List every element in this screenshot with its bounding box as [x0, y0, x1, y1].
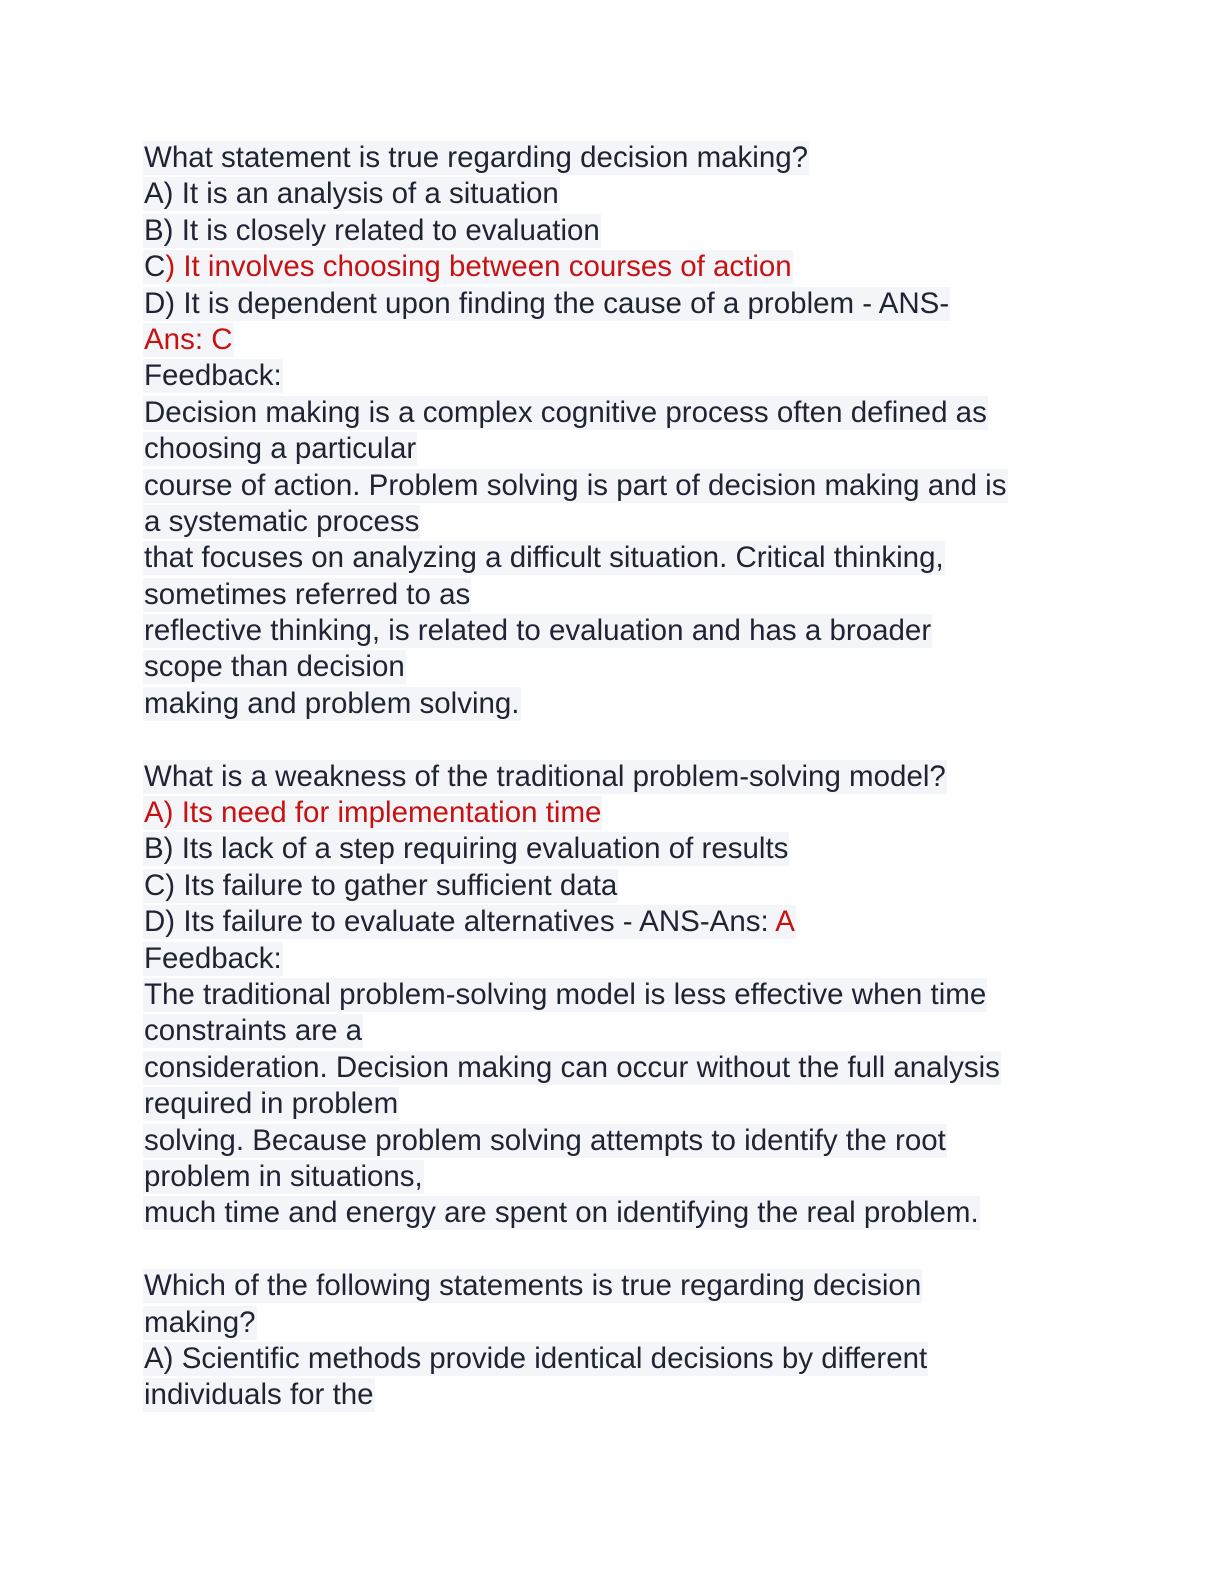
q1-feedback-text: making and problem solving. — [144, 686, 520, 720]
q1-option-a: A) It is an analysis of a situation — [144, 177, 559, 211]
q1-option-c-correct: ) It involves choosing between courses of action — [165, 250, 792, 284]
q1-option-b: B) It is closely related to evaluation — [144, 213, 600, 247]
q3-question: Which of the following statements is true regarding decision — [144, 1269, 922, 1303]
q1-option-c-line — [143, 250, 1143, 286]
q2-option-a-line — [143, 796, 1143, 832]
q1-feedback-text: course of action. Problem solving is part of decision making and is — [144, 468, 1007, 502]
q1-option-b-line — [143, 214, 1143, 250]
q2-feedback-line — [143, 1087, 1143, 1123]
q1-feedback-text: a systematic process — [144, 504, 420, 538]
q1-feedback-line — [143, 614, 1143, 650]
q3-option-a-line — [143, 1378, 1143, 1414]
q1-feedback-text: sometimes referred to as — [144, 577, 471, 611]
q2-feedback-line — [143, 1196, 1143, 1232]
q2-feedback-line — [143, 1051, 1143, 1087]
q2-feedback-label: Feedback: — [144, 941, 282, 975]
q2-question-line — [143, 760, 1143, 796]
document-page — [143, 141, 1143, 1415]
q1-question-line — [143, 141, 1143, 177]
q2-option-d-line — [143, 905, 1143, 941]
q1-option-d-line — [143, 287, 1143, 323]
q2-feedback-text: solving. Because problem solving attempts to identify the root — [144, 1123, 946, 1157]
q1-feedback-line — [143, 687, 1143, 723]
q3-question-line — [143, 1269, 1143, 1305]
spacer — [143, 1233, 1143, 1269]
q2-option-d-text: D) Its failure to evaluate alternatives - ANS-Ans: — [144, 905, 776, 939]
q2-feedback-text: The traditional problem-solving model is less effective when time — [144, 977, 987, 1011]
q2-option-c-line — [143, 869, 1143, 905]
q3-option-a: individuals for the — [144, 1378, 374, 1412]
q1-option-c-prefix: C — [144, 250, 166, 284]
q3-option-a-line — [143, 1342, 1143, 1378]
q1-option-c — [143, 250, 793, 284]
q2-feedback-line — [143, 1124, 1143, 1160]
q1-feedback-line — [143, 650, 1143, 686]
q1-feedback-line — [143, 578, 1143, 614]
q1-feedback-line — [143, 469, 1143, 505]
q1-answer: Ans: C — [144, 322, 233, 356]
q2-option-c: C) Its failure to gather sufficient data — [144, 868, 618, 902]
q1-feedback-label: Feedback: — [144, 359, 282, 393]
q3-option-a: A) Scientific methods provide identical decisions by different — [144, 1341, 928, 1375]
q2-option-b-line — [143, 832, 1143, 868]
q1-option-a-line — [143, 177, 1143, 213]
q1-feedback-line — [143, 505, 1143, 541]
q2-feedback-text: constraints are a — [144, 1014, 363, 1048]
q1-feedback-line — [143, 432, 1143, 468]
spacer — [143, 723, 1143, 759]
q2-option-b: B) Its lack of a step requiring evaluation of results — [144, 832, 789, 866]
q1-feedback-label-line — [143, 359, 1143, 395]
q1-question: What statement is true regarding decision making? — [144, 141, 809, 174]
q2-feedback-line — [143, 978, 1143, 1014]
q1-feedback-line — [143, 541, 1143, 577]
q2-feedback-text: consideration. Decision making can occur without the full analysis — [144, 1050, 1000, 1084]
q2-feedback-text: much time and energy are spent on identifying the real problem. — [144, 1196, 979, 1230]
q1-feedback-text: reflective thinking, is related to evaluation and has a broader — [144, 614, 932, 648]
q1-feedback-line — [143, 396, 1143, 432]
q2-question: What is a weakness of the traditional problem-solving model? — [144, 759, 946, 793]
q3-question: making? — [144, 1305, 256, 1339]
q1-answer-line — [143, 323, 1143, 359]
q2-feedback-label-line — [143, 942, 1143, 978]
q2-feedback-text: problem in situations, — [144, 1159, 423, 1193]
q2-option-a-correct: A) Its need for implementation time — [144, 796, 602, 830]
q1-feedback-text: scope than decision — [144, 650, 405, 684]
q3-question-line — [143, 1306, 1143, 1342]
q1-option-d: D) It is dependent upon finding the cause of a problem - ANS- — [144, 286, 950, 320]
q2-option-d — [143, 905, 796, 939]
q1-feedback-text: choosing a particular — [144, 432, 417, 466]
q2-feedback-line — [143, 1014, 1143, 1050]
q1-feedback-text: that focuses on analyzing a difficult situation. Critical thinking, — [144, 541, 944, 575]
q1-feedback-text: Decision making is a complex cognitive process often defined as — [144, 395, 987, 429]
q2-feedback-text: required in problem — [144, 1087, 399, 1121]
q2-answer-letter: A — [775, 905, 795, 939]
q2-feedback-line — [143, 1160, 1143, 1196]
